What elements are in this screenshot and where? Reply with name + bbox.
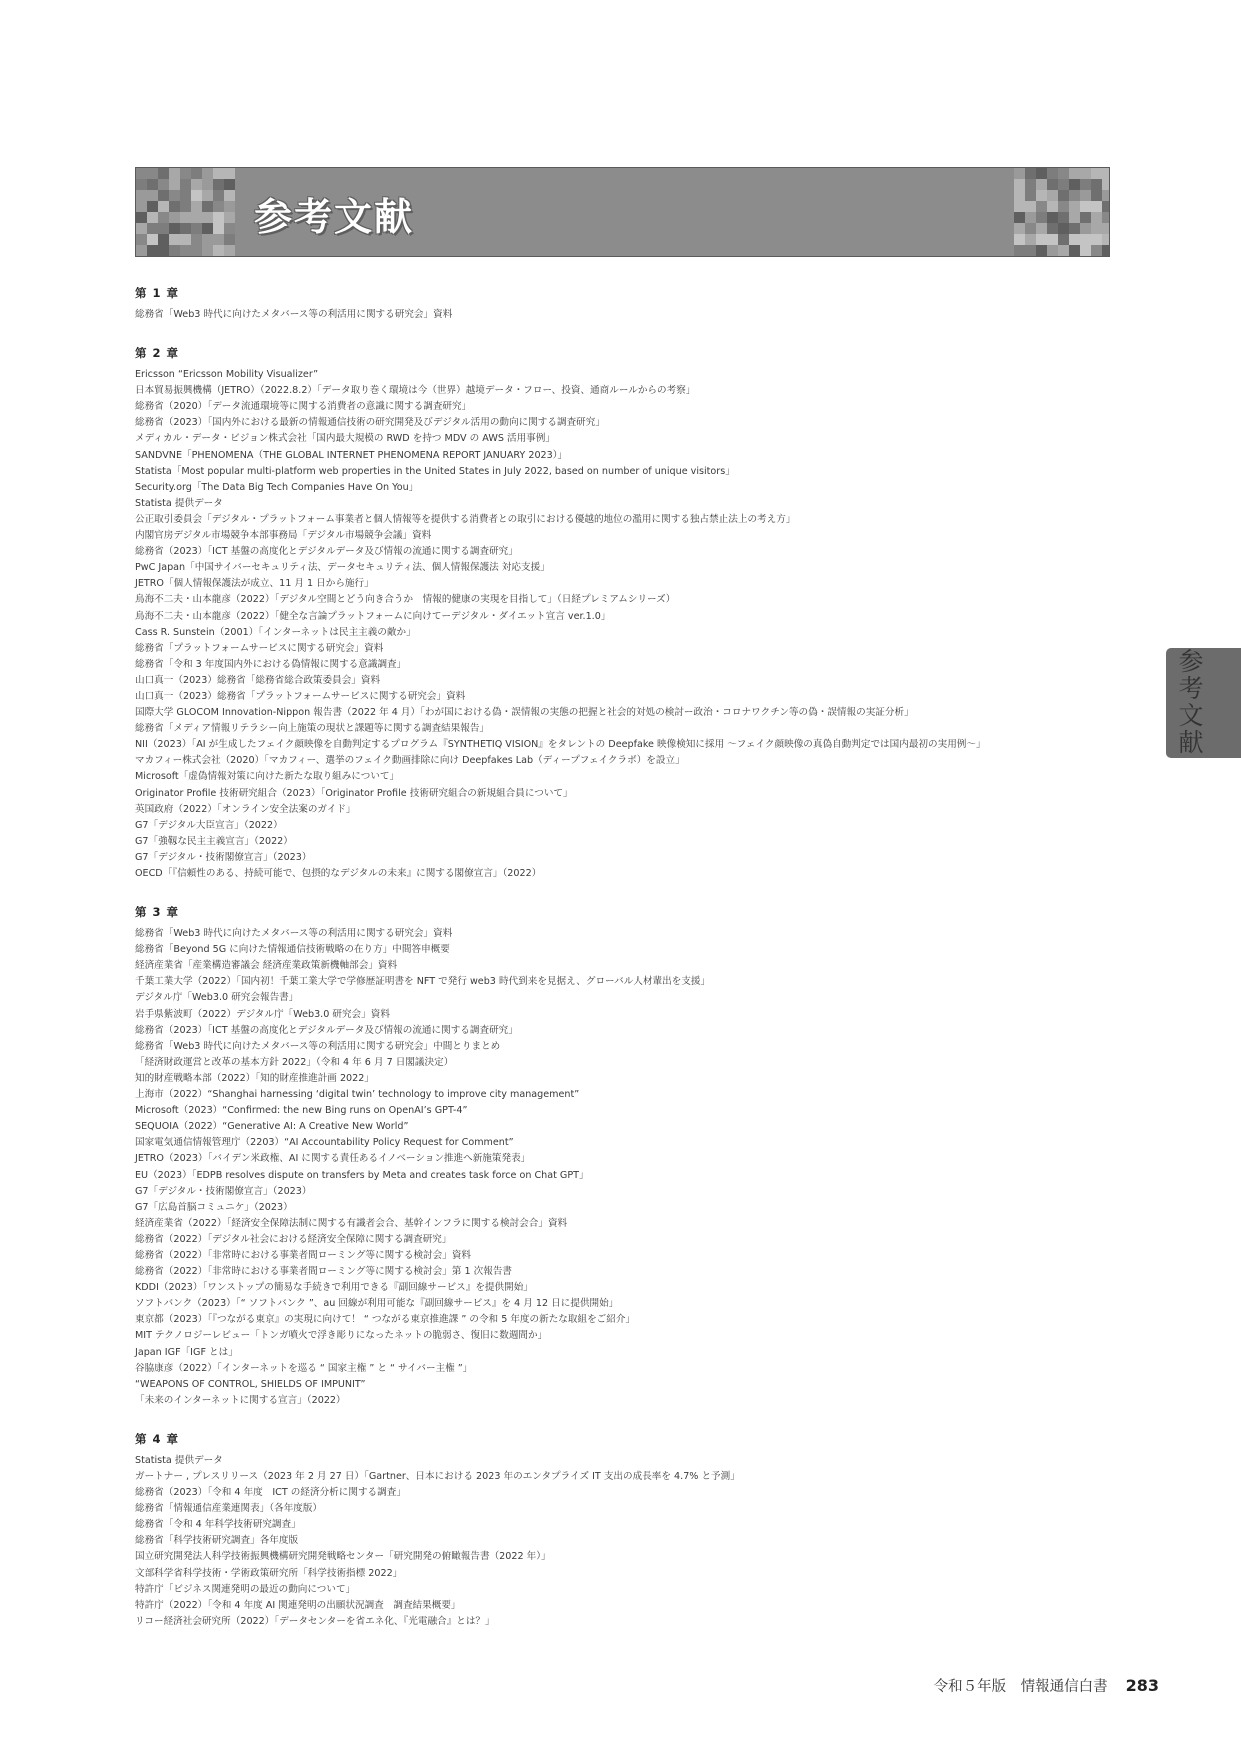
chapter-heading: 第 1 章 <box>135 286 180 300</box>
chapter-heading: 第 2 章 <box>135 346 180 361</box>
reference-item: SANDVNE「PHENOMENA（THE GLOBAL INTERNET PHENOMENA REPORT JANUARY 2023）」 <box>135 449 568 461</box>
reference-item: 総務省「令和 4 年科学技術研究調査」 <box>135 1519 301 1531</box>
reference-item: 鳥海不二夫・山本龍彦（2022）「健全な言論プラットフォームに向けてーデジタル・ダイエット宣言 ver.1.0」 <box>135 610 611 622</box>
reference-item: 公正取引委員会「デジタル・プラットフォーム事業者と個人情報等を提供する消費者との取引における優越的地位の濫用に関する独占禁止法上の考え方」 <box>135 513 796 525</box>
reference-item: 文部科学省科学技術・学術政策研究所「科学技術指標 2022」 <box>135 1567 403 1579</box>
reference-item: 経済産業省（2022）「経済安全保障法制に関する有識者会合、基幹インフラに関する検討会合」資料 <box>135 1217 568 1229</box>
reference-item: G7「強靱な民主主義宣言」（2022） <box>135 835 293 847</box>
reference-item: メディカル・データ・ビジョン株式会社「国内最大規模の RWD を持つ MDV の AWS 活用事例」 <box>135 433 555 445</box>
reference-item: 総務省（2023）「ICT 基盤の高度化とデジタルデータ及び情報の流通に関する調査研究」 <box>135 1024 518 1036</box>
chapter-section <box>135 285 1095 323</box>
reference-item: デジタル庁「Web3.0 研究会報告書」 <box>135 992 299 1004</box>
reference-item: Japan IGF「IGF とは」 <box>135 1346 238 1358</box>
reference-item: 総務省（2022）「デジタル社会における経済安全保障に関する調査研究」 <box>135 1233 452 1245</box>
footer-publication: 令和５年版 情報通信白書 <box>933 1679 1108 1695</box>
reference-item: 総務省「Web3 時代に向けたメタバース等の利活用に関する研究会」資料 <box>135 309 453 320</box>
reference-item: 総務省（2022）「非常時における事業者間ローミング等に関する検討会」第 1 次報告書 <box>135 1266 513 1278</box>
reference-item: Ericsson “Ericsson Mobility Visualizer” <box>135 369 319 381</box>
reference-item: G7「デジタル・技術閣僚宣言」（2023） <box>135 1185 312 1197</box>
reference-item: マカフィー株式会社（2020）「マカフィー、選挙のフェイク動画排除に向け Deepfakes Lab（ディープフェイクラボ）を設立」 <box>135 755 685 767</box>
section-banner <box>135 167 1110 257</box>
reference-item: 経済産業省「産業構造審議会 経済産業政策新機軸部会」資料 <box>135 960 398 972</box>
reference-item: 総務省「Beyond 5G に向けた情報通信技術戦略の在り方」中間答申概要 <box>135 944 450 956</box>
reference-item: Statista 提供データ <box>135 497 223 509</box>
reference-item: 特許庁「ビジネス関連発明の最近の動向について」 <box>135 1583 356 1595</box>
reference-item: Microsoft「虚偽情報対策に向けた新たな取り組みについて」 <box>135 771 400 783</box>
page-number: 283 <box>1125 1676 1159 1695</box>
reference-item: 「経済財政運営と改革の基本方針 2022」（令和 4 年 6 月 7 日閣議決定） <box>135 1056 454 1068</box>
reference-item: 総務省「Web3 時代に向けたメタバース等の利活用に関する研究会」中間とりまとめ <box>135 1040 501 1052</box>
reference-item: 総務省「プラットフォームサービスに関する研究会」資料 <box>135 642 384 654</box>
reference-item: 「未来のインターネットに関する宣言」（2022） <box>135 1394 346 1406</box>
reference-list <box>135 926 1095 1409</box>
reference-item: 国家電気通信情報管理庁（2203）“AI Accountability Policy Request for Comment” <box>135 1137 514 1149</box>
reference-item: PwC Japan「中国サイバーセキュリティ法、データセキュリティ法、個人情報保護法 対応支援」 <box>135 562 550 574</box>
reference-item: Statista「Most popular multi-platform web properties in the United States in July 2022, based on number of unique visitors」 <box>135 465 735 477</box>
reference-item: 山口真一（2023）総務省「プラットフォームサービスに関する研究会」資料 <box>135 690 466 702</box>
reference-item: Security.org「The Data Big Tech Companies Have On You」 <box>135 481 419 493</box>
reference-list <box>135 1453 1095 1630</box>
reference-item: G7「デジタル・技術閣僚宣言」（2023） <box>135 851 312 863</box>
reference-item: 総務省（2022）「非常時における事業者間ローミング等に関する検討会」資料 <box>135 1249 472 1261</box>
reference-item: 総務省「令和 3 年度国内外における偽情報に関する意識調査」 <box>135 658 407 670</box>
reference-item: MIT テクノロジーレビュー「トンガ噴火で浮き彫りになったネットの脆弱さ、復旧に数週間か」 <box>135 1330 548 1342</box>
reference-item: 総務省（2023）「国内外における最新の情報通信技術の研究開発及びデジタル活用の動向に関する調査研究」 <box>135 417 605 429</box>
reference-item: G7「広島首脳コミュニケ」（2023） <box>135 1201 293 1213</box>
reference-list <box>135 367 1095 882</box>
reference-item: 千葉工業大学（2022）「国内初！千葉工業大学で学修歴証明書を NFT で発行 web3 時代到来を見据え、グローバル人材輩出を支援」 <box>135 976 711 988</box>
reference-item: 総務省（2023）「ICT 基盤の高度化とデジタルデータ及び情報の流通に関する調査研究」 <box>135 546 518 558</box>
reference-item: 総務省「メディア情報リテラシー向上施策の現状と課題等に関する調査結果報告」 <box>135 723 490 735</box>
side-tab-label: 参考文献 <box>1175 648 1204 756</box>
reference-item: Originator Profile 技術研究組合（2023）「Originator Profile 技術研究組合の新規組合員について」 <box>135 787 573 799</box>
chapter-section <box>135 345 1095 882</box>
reference-item: SEQUOIA（2022）“Generative AI: A Creative New World” <box>135 1121 409 1133</box>
reference-item: 山口真一（2023）総務省「総務省総合政策委員会」資料 <box>135 674 381 686</box>
references-content <box>135 285 1095 1652</box>
reference-item: KDDI（2023）「ワンストップの簡易な手続きで利用できる『副回線サービス』を提供開始」 <box>135 1282 533 1294</box>
mosaic-decoration-left <box>136 168 231 256</box>
reference-item: 東京都（2023）「『つながる東京』の実現に向けて！ “ つながる東京推進課 ” の令和 5 年度の新たな取組をご紹介」 <box>135 1314 636 1326</box>
reference-item: ガートナー , プレスリリース（2023 年 2 月 27 日）「Gartner、日本における 2023 年のエンタプライズ IT 支出の成長率を 4.7% と予測」 <box>135 1471 740 1482</box>
reference-item: 総務省「情報通信産業連関表」（各年度版） <box>135 1503 323 1515</box>
reference-item: ソフトバンク（2023）「“ ソフトバンク ”、au 回線が利用可能な『副回線サービス』を 4 月 12 日に提供開始」 <box>135 1298 619 1310</box>
reference-item: “WEAPONS OF CONTROL, SHIELDS OF IMPUNIT” <box>135 1378 366 1390</box>
reference-item: 知的財産戦略本部（2022）「知的財産推進計画 2022」 <box>135 1072 374 1084</box>
reference-item: EU（2023）「EDPB resolves dispute on transfers by Meta and creates task force on Chat GPT」 <box>135 1169 589 1181</box>
reference-item: Microsoft（2023）“Confirmed: the new Bing runs on OpenAI’s GPT-4” <box>135 1105 468 1117</box>
reference-item: Cass R. Sunstein（2001）「インターネットは民主主義の敵か」 <box>135 626 416 638</box>
reference-item: 内閣官房デジタル市場競争本部事務局「デジタル市場競争会議」資料 <box>135 530 432 542</box>
reference-item: 総務省（2023）「令和 4 年度 ICT の経済分析に関する調査」 <box>135 1487 406 1499</box>
reference-item: 国立研究開発法人科学技術振興機構研究開発戦略センター「研究開発の俯瞰報告書（2022 年）」 <box>135 1551 551 1563</box>
reference-item: NII（2023）「AI が生成したフェイク顔映像を自動判定するプログラム『SYNTHETIQ VISION』をタレントの Deepfake 映像検知に採用 〜フェイク顔映像の真偽自動判定では国内最初の実用例〜」 <box>135 739 986 751</box>
reference-item: 総務省（2020）「データ流通環境等に関する消費者の意識に関する調査研究」 <box>135 401 472 413</box>
reference-item: OECD「『信頼性のある、持続可能で、包摂的なデジタルの未来』に関する閣僚宣言」（2022） <box>135 868 542 879</box>
reference-item: 総務省「Web3 時代に向けたメタバース等の利活用に関する研究会」資料 <box>135 928 453 940</box>
page-footer <box>934 1675 1159 1696</box>
reference-item: Statista 提供データ <box>135 1454 223 1466</box>
chapter-section <box>135 904 1095 1409</box>
reference-item: 谷脇康彦（2022）「インターネットを巡る “ 国家主権 ” と “ サイバー主権 ”」 <box>135 1362 473 1374</box>
reference-item: 総務省「科学技術研究調査」各年度版 <box>135 1535 299 1547</box>
reference-item: 岩手県紫波町（2022）デジタル庁「Web3.0 研究会」資料 <box>135 1008 390 1020</box>
chapter-heading: 第 4 章 <box>135 1431 180 1446</box>
page-title: 参考文献 <box>254 195 415 239</box>
chapter-section <box>135 1431 1095 1630</box>
mosaic-decoration-right <box>1014 168 1109 256</box>
reference-list <box>135 307 1095 323</box>
reference-item: G7「デジタル大臣宣言」（2022） <box>135 819 283 831</box>
reference-item: JETRO「個人情報保護法が成立、11 月 1 日から施行」 <box>135 578 374 590</box>
reference-item: JETRO（2023）「バイデン米政権、AI に関する責任あるイノベーション推進へ新施策発表」 <box>135 1153 531 1165</box>
reference-item: 特許庁（2022）「令和 4 年度 AI 関連発明の出願状況調査 調査結果概要」 <box>135 1599 461 1611</box>
reference-item: リコー経済社会研究所（2022）「データセンターを省エネ化、『光電融合』とは？」 <box>135 1615 495 1627</box>
reference-item: 上海市（2022）“Shanghai harnessing ‘digital twin’ technology to improve city management” <box>135 1089 580 1101</box>
chapter-heading: 第 3 章 <box>135 905 180 920</box>
reference-item: 日本貿易振興機構（JETRO）（2022.8.2）「データ取り巻く環境は今（世界）越境データ・フロー、投資、通商ルールからの考察」 <box>135 385 696 397</box>
reference-item: 国際大学 GLOCOM Innovation-Nippon 報告書（2022 年 4 月）「わが国における偽・誤情報の実態の把握と社会的対処の検討ー政治・コロナワクチン等の偽・誤情報の実証分析」 <box>135 707 914 719</box>
reference-item: 英国政府（2022）「オンライン安全法案のガイド」 <box>135 803 356 815</box>
reference-item: 鳥海不二夫・山本龍彦（2022）「デジタル空間とどう向き合うか 情報的健康の実現を目指して」（日経プレミアムシリーズ） <box>135 594 676 606</box>
